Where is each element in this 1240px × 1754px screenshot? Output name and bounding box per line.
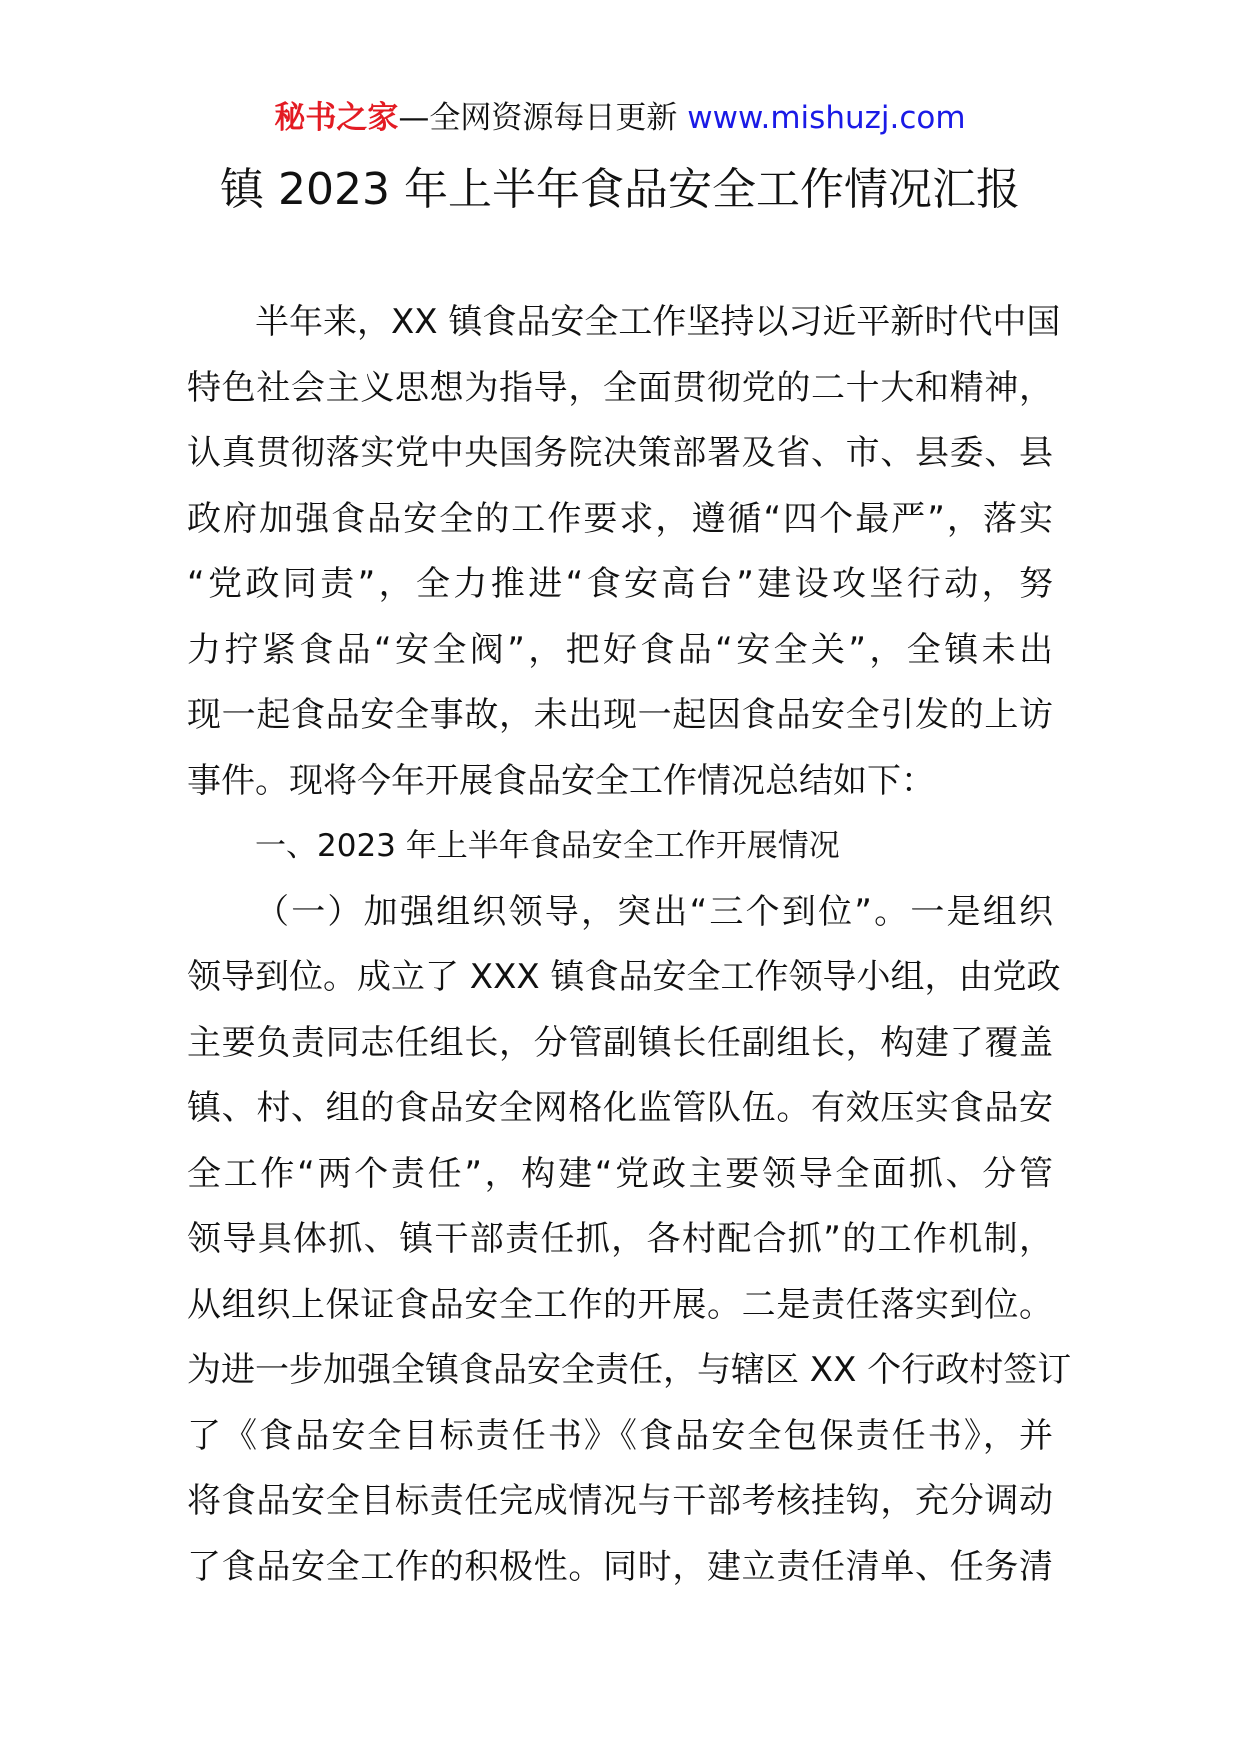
body-line: 从组织上保证食品安全工作的开展。二是责任落实到位。 (187, 1284, 1053, 1325)
body-line: “党政同责”，全力推进“食安高台”建设攻坚行动，努 (187, 564, 1053, 604)
body-line: 现一起食品安全事故，未出现一起因食品安全引发的上访 (187, 695, 1053, 735)
watermark-url[interactable]: www.mishuzj.com (687, 100, 966, 136)
section-heading: 一、2023 年上半年食品安全工作开展情况 (255, 828, 840, 864)
watermark-header (0, 98, 1240, 138)
body-line: 了食品安全工作的积极性。同时，建立责任清单、任务清 (187, 1546, 1053, 1587)
body-line: （一）加强组织领导，突出“三个到位”。一是组织 (255, 891, 1053, 932)
watermark-slogan: —全网资源每日更新 (398, 100, 678, 136)
body-line: 镇、村、组的食品安全网格化监管队伍。有效压实食品安 (187, 1088, 1053, 1128)
body-line: 了《食品安全目标责任书》《食品安全包保责任书》，并 (187, 1415, 1053, 1456)
body-line: 为进一步加强全镇食品安全责任，与辖区 XX 个行政村签订 (187, 1350, 1072, 1390)
body-line: 力拧紧食品“安全阀”，把好食品“安全关”，全镇未出 (187, 629, 1053, 670)
document-body (187, 290, 1072, 1600)
body-line: 领导到位。成立了 XXX 镇食品安全工作领导小组，由党政 (187, 957, 1061, 997)
body-line: 事件。现将今年开展食品安全工作情况总结如下： (187, 760, 935, 801)
body-line: 领导具体抓、镇干部责任抓，各村配合抓”的工作机制， (187, 1219, 1053, 1259)
body-line: 全工作“两个责任”，构建“党政主要领导全面抓、分管 (187, 1153, 1053, 1194)
body-line: 主要负责同志任组长，分管副镇长任副组长，构建了覆盖 (187, 1022, 1053, 1063)
body-line: 将食品安全目标责任完成情况与干部考核挂钩，充分调动 (187, 1481, 1053, 1521)
body-line: 认真贯彻落实党中央国务院决策部署及省、市、县委、县 (187, 433, 1053, 473)
body-line: 特色社会主义思想为指导，全面贯彻党的二十大和精神， (187, 367, 1053, 408)
body-line: 半年来，XX 镇食品安全工作坚持以习近平新时代中国 (255, 302, 1061, 342)
watermark-brand: 秘书之家 (274, 100, 399, 136)
body-line: 政府加强食品安全的工作要求，遵循“四个最严”，落实 (187, 498, 1053, 539)
document-title: 镇 2023 年上半年食品安全工作情况汇报 (220, 164, 1020, 215)
